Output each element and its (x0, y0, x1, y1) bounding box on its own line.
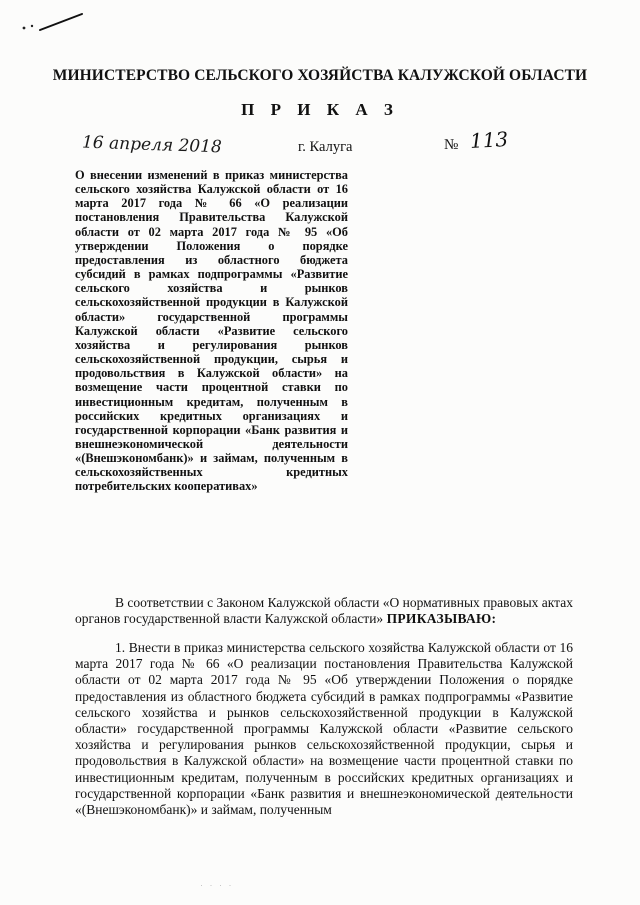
handwritten-number: 113 (469, 127, 509, 153)
order-subject: О внесении изменений в приказ министерства сельского хозяйства Калужской области от 16 марта 2017 года № 66 «О реализации постановления Правительства Калужской области от 02 марта 2017 года № 95 «Об утверждении Положения о порядке предоставления из областного бюджета субсидий в рамках подпрограммы «Развитие сельского хозяйства и рынков сельскохозяйственной продукции в Калужской области» государственной программы Калужской области «Развитие сельского хозяйства и регулирования рынков сельскохозяйственной продукции, сырья и продовольствия в Калужской области» на возмещение части процентной ставки по инвестиционным кредитам, полученным в российских кредитных организациях и государственной корпорации «Банк развития и внешнеэкономической деятельности «(Внешэкономбанк)» и займам, полученным в сельскохозяйственных кредитных потребительских кооперативах» (75, 168, 348, 494)
pen-stroke-mark (20, 8, 90, 38)
ministry-header: МИНИСТЕРСТВО СЕЛЬСКОГО ХОЗЯЙСТВА КАЛУЖСКОЙ ОБЛАСТИ (52, 67, 588, 84)
preamble-text: В соответствии с Законом Калужской области «О нормативных правовых актах органов государственной власти Калужской области» (75, 595, 573, 627)
document-type: П Р И К А З (241, 100, 399, 119)
order-word: ПРИКАЗЫВАЮ: (386, 611, 497, 627)
item-1-paragraph: 1. Внести в приказ министерства сельского хозяйства Калужской области от 16 марта 2017 года № 66 «О реализации постановления Правительства Калужской области от 02 марта 2017 года № 95 «Об утверждении Положения о порядке предоставления из областного бюджета субсидий в рамках подпрограммы «Развитие сельского хозяйства и рынков сельскохозяйственной продукции в Калужской области» государственной программы Калужской области «Развитие сельского хозяйства и регулирования рынков сельскохозяйственной продукции, сырья и продовольствия в Калужской области» на возмещение части процентной ставки по инвестиционным кредитам, полученным в российских кредитных организациях и государственной корпорации «Банк развития и внешнеэкономической деятельности «(Внешэкономбанк)» и займам, полученным (75, 640, 573, 818)
number-label: № (444, 137, 459, 153)
preamble-paragraph (75, 595, 573, 627)
handwritten-date: 16 апреля 2018 (81, 132, 223, 158)
city: г. Калуга (298, 139, 353, 155)
faded-stamp-mark: · · · · (200, 880, 234, 890)
